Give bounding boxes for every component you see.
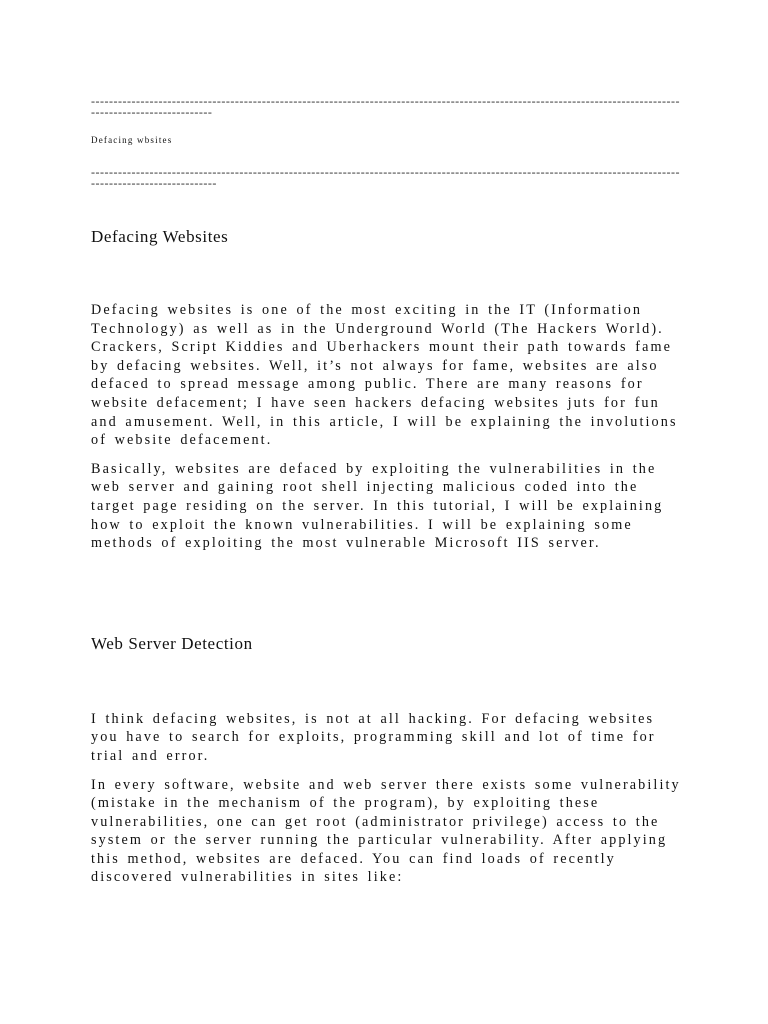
section-heading: Defacing Websites [91,227,229,246]
document-body [91,96,681,887]
paragraph: Defacing websites is one of the most exciting in the IT (Information Technology) as well as in the Underground World (The Hackers World). Crackers, Script Kiddies and Uberhackers mount their path towards fame by defacing websites. Well, it’s not always for fame, websites are also defaced to spread message among public. There are many reasons for website defacement; I have seen hackers defacing websites juts for fun and amusement. Well, in this article, I will be explaining the involutions of website defacement. [91,302,678,449]
section-heading: Web Server Detection [91,633,253,653]
document-small-title: Defacing wbsites [91,135,173,145]
dashed-rule-bottom: --------------------------------------------------------------------------------------------------------------------------------------------------------------- [91,167,680,189]
section-defacing-websites [91,226,681,553]
dashed-rule-top: -------------------------------------------------------------------------------------------------------------------------------------------------------------- [91,96,680,118]
section-web-server-detection [91,633,681,887]
paragraph: Basically, websites are defaced by exploiting the vulnerabilities in the web server and gaining root shell injecting malicious coded into the target page residing on the server. In this tutorial, I will be explaining how to exploit the known vulnerabilities. I will be explaining some methods of exploiting the most vulnerable Microsoft IIS server. [91,460,664,552]
paragraph: I think defacing websites, is not at all hacking. For defacing websites you have to search for exploits, programming skill and lot of time for trial and error. [91,710,656,764]
paragraph: In every software, website and web server there exists some vulnerability (mistake in the mechanism of the program), by exploiting these vulnerabilities, one can get root (administrator privilege) access to the system or the server running the particular vulnerability. After applying this method, websites are defaced. You can find loads of recently discovered vulnerabilities in sites like: [91,776,681,886]
